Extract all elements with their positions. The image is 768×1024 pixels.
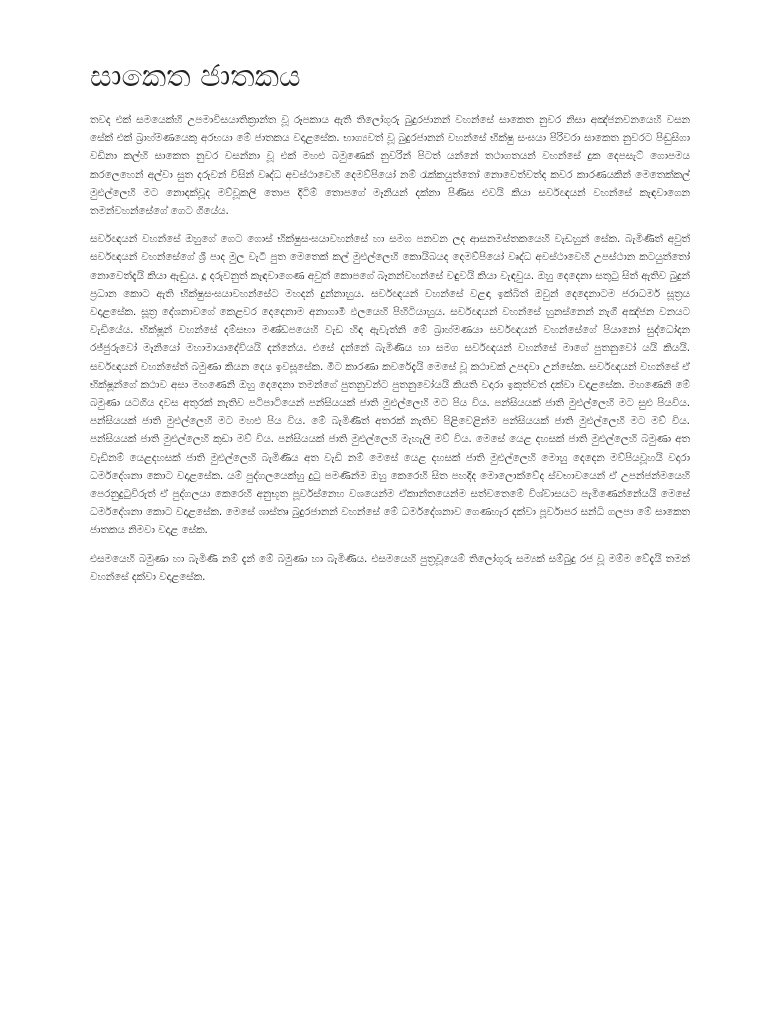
paragraph-2: සර්වඥයන් වහන්සේ ඔහුගේ ගෙට ගොස් භික්ෂුසංඝයාවහන්සේ හා සමග පනවන ලද ආසනමස්තකයෙහි වැඩහුන් සේක. බැමිණීත් අවුත් සර්වඥයන් වහන්සේගේ ශ්‍රී පාද මුල වැටී පුත මෙතෙක් කල් මුළුල්ලෙහි කොයිබයද දෙමව්පියෝ වෘද්ධ අවස්ථාවෙහි උපස්ථාන කටයුත්තෝ නොවෙත්දැයි කියා ඇඬුය. දූ දරුවනුත් කැඳවාගෙණ අවුත් කොපගේ බෑනන්වහන්සේ වඳුවයි කියා වැඳවුය. ඔහු දෙදෙනා සතුටු සිත් ඇතිව බුදුන් ප්‍රධාන කොට ඇති භික්ෂුසංඝයාවහන්සේට මහදන් දුන්නාහුය. සර්වඥයන් වහන්සේ වළඳා ඉක්බිත් ඔවුන් දෙදෙනාටම ජරාධර්ම සූත්‍රය වදාළසේක. සූත්‍ර දේශනාවගේ කෙළවර දෙදෙනාම අනාගාමී ඵලයෙහි පිහිටියාහුය. සර්වඥයන් වහන්සේ හුනස්නෙන් නැගී අඤ්ජන වනයට වැඩියේය. භික්ෂූන් වහන්සේ දම්සභා මණ්ඩපයෙහි වැඩ හිඳ ඇවැත්නි මේ බ්‍රාහ්මණයා සර්වඥයන් වහන්සේගේ පියානෝ සුද්ධෝදන රජ්ජුරුවෝ මෑනියෝ මහාමායාදේවියයි දන්නේය. එසේ දන්නේ බැමිණිය හා සමග සර්වඥයන් වහන්සේ මාගේ පුතනුවෝ යයි කියයි. සර්වඥයන් වහන්සේත් බමුණා කියන දෙය ඉවසූසේක. මීට කාරණා කවරේදැයි මෙසේ වූ කථාවක් උපදවා උන්සේක. සර්වඥයන් වහන්සේ ඒ භික්ෂූන්ගේ කථාව අසා මහණෙනි ඔහු දෙදෙනා තමන්ගේ පුතනුවන්ට පුතනුවෝයයි කියති වදාරා ඉකුත්වත් දක්වා වදාළසේක. මහණෙනි මේ බමුණා යටගිය දවස අතුරක් නැතිව පටිපාටියෙන් පන්සියයක් ජාති මුළුල්ලෙහි මට පිය විය. පන්සියයක් ජාති මුළුල්ලෙහි මට සුළු පියවිය. පන්සියයක් ජාති මුළුල්ලෙහි මට මහළු පිය විය. මේ බැමිණීත් අතරක් නැතිව පිළිවෙළින්ම පන්සියයක් ජාති මුළුල්ලෙහි මට මව් විය. පන්සියයක් ජාති මුළුල්ලෙහි කුඩා මව් විය. පන්සියයක් ජාති මුළුල්ලෙහි මැහැලි මව් විය. මෙසේ යෙළ දහසක් ජාති මුළුල්ලෙහි බමුණා අත වැඩිනම් යෙළදහසක් ජාති මුළුල්ලෙහි බැමිණිය අත වැඩි නම් මෙසේ යෙළ දහසක් ජාති මුළුල්ලෙහි මොහු දෙදෙන මව්පියවූහයි වදාරා ධර්මදේශනා කොට වදාළසේක. යම් පුද්ගලයෙක්හු දුටු පමණින්ම ඔහු කෙරෙහි සිත පහදිද මොලොක්වේද ස්වභාවයෙන් ඒ උපන්ජන්මයෙහි පෙරනුදුටුවිරුත් ඒ පුද්ගලයා කෙරෙහි අනුභූත පූර්වස්නෙහ වශයෙන්ම ඒකාන්තයෙන්ම සත්වතෙමේ විශ්වාසයට පැමිණෙන්නේයයි මෙසේ ධර්මදේශනා කොට වදාළසේක. මෙසේ ශාස්තෘ බුදුරජානන් වහන්සේ මේ ධර්මදේශනාව ගෙණහැර දක්වා පූර්වාපර සන්ධි ගලපා මේ සාකෙත ජාතකය නිමවා වදාළ සේක. [90, 233, 690, 537]
paragraph-3: එසමයෙහි බමුණා හා බැමිණී නම් දැන් මේ බමුණා හා බැමිණිය. එසමයෙහි පුත්‍රවූයෙම් තිලෝගුරු සම්‍යක් සම්බුදු රජ වූ මම්ම වේදැයි තමන් වහන්සේ දක්වා වදාළසේක. [90, 552, 690, 583]
document-page [90, 60, 690, 596]
page-title: සාකෙත ජාතකය [90, 59, 301, 94]
paragraph-1: තවද එක් සමයෙක්හි උපමාවිසයාතික්‍රාන්ත වූ රූපකාය ඇති තිලෝගුරු බුදුරජානන් වහන්සේ සාකෙත නුවර නිසා අඤ්ජනවනයෙහි වසන සේක් එක් බ්‍රාහ්මණයෙකු අරභයා මේ ජාතකය වදාළසේක. භාග්‍යවත් වූ බුදුරජානන් වහන්සේ භික්ෂු සංඝයා පිරිවරා සාකෙත නුවරට පිඬුසිගා වඩිනා කල්හි සාකෙත නුවර වසන්නා වූ එක් මහළු බමුණෙක් නුවරින් පිටත් යන්නේ තථාගතයන් වහන්සේ දුක දෙපසැට් ගොපමය කරලෙහෙන් අල්වා සුත දරුවන් විසින් වෘද්ධ අවස්ථාවෙහි දෙමව්පියෝ නම් රැක්කයුත්තෝ නොවෙත්වත්ද කවර කාරණයකින් මෙතෙක්කල් මුළුල්ලෙහි මට නොදක්වූද මව්වූකලි තොප දිටිම් තොපගේ මෑනියන් දක්නා පිණිස එවයි කියා සර්වඥයන් වහන්සේ කැඳවාගෙන තමන්වහන්සේගේ ගෙට ගියේය. [90, 114, 690, 218]
